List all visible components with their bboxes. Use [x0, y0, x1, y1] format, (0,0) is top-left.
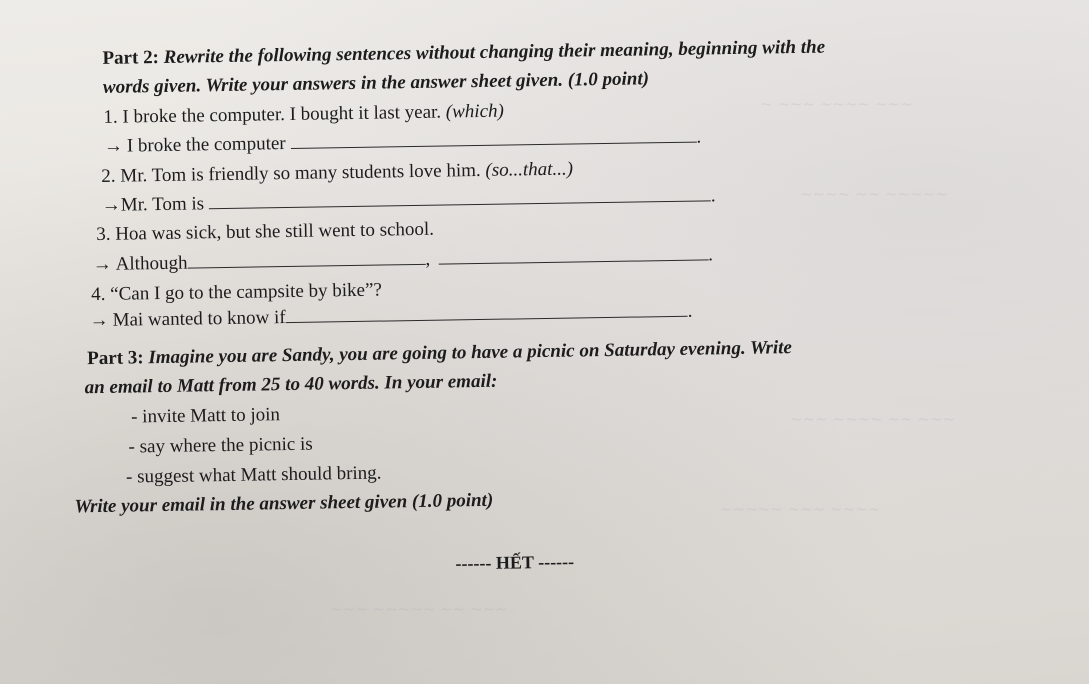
question-4-text: 4. “Can I go to the campsite by bike”? — [91, 279, 383, 306]
arrow-icon: → — [101, 194, 121, 216]
answer-3-start: Although — [115, 252, 188, 275]
answer-4-start: Mai wanted to know if — [112, 307, 286, 331]
bullet-item: - say where the picnic is — [128, 433, 313, 458]
answer-line-3 — [93, 245, 714, 276]
answer-1-blank — [290, 128, 696, 149]
part3-instruction-line2: an email to Matt from 25 to 40 words. In your email: — [84, 370, 498, 399]
question-1-text: 1. I broke the computer. I bought it last year. — [103, 101, 442, 128]
part3-footer-instruction: Write your email in the answer sheet given (1.0 point) — [74, 489, 494, 518]
bleed-through-text: ~~~ ~~~~ ~~ ~~~ — [790, 410, 956, 428]
answer-2-end-mark: . — [710, 185, 716, 207]
question-3 — [96, 220, 434, 246]
part3-instruction: Imagine you are Sandy, you are going to have a picnic on Saturday evening. Write — [148, 337, 793, 369]
part2-heading: Part 2: — [102, 47, 160, 69]
bleed-through-text: ~~~~~ ~~~ ~~~~ — [720, 500, 881, 518]
arrow-icon: → — [92, 253, 112, 276]
answer-1-end-mark: . — [696, 126, 702, 148]
answer-2-start: Mr. Tom is — [120, 193, 205, 216]
bullet-item: - suggest what Matt should bring. — [125, 462, 382, 488]
question-2 — [101, 160, 573, 188]
arrow-icon: → — [89, 309, 109, 332]
answer-4-blank — [286, 302, 688, 323]
answer-3-end-mark: . — [708, 244, 714, 266]
question-1-hint: (which) — [445, 100, 505, 123]
question-2-hint: (so...that...) — [485, 158, 574, 181]
part3-heading: Part 3: — [87, 347, 144, 370]
answer-line-4 — [89, 302, 692, 332]
part2-instruction-line1 — [102, 38, 825, 70]
question-2-text: 2. Mr. Tom is friendly so many students love him. — [101, 159, 481, 187]
question-3-text: 3. Hoa was sick, but she still went to school. — [96, 218, 435, 246]
end-marker: ------ HẾT ------ — [455, 551, 575, 574]
bleed-through-text: ~ ~~~ ~~~~ ~~~ — [760, 95, 913, 113]
question-1 — [103, 102, 504, 129]
answer-line-2 — [102, 186, 716, 217]
answer-3-blank-b — [438, 245, 708, 264]
answer-4-end-mark: . — [687, 300, 693, 322]
part2-instruction-line2: words given. Write your answers in the answer sheet given. (1.0 point) — [102, 68, 650, 98]
part3-instruction-line1 — [87, 338, 792, 370]
answer-3-comma: , — [425, 248, 431, 270]
bleed-through-text: ~~~ ~~~~~ ~~ ~~~ — [330, 600, 508, 618]
question-4 — [91, 281, 382, 306]
bullet-item: - invite Matt to join — [130, 404, 281, 428]
answer-line-1 — [104, 128, 702, 158]
bleed-through-text: ~~~~ ~~ ~~~~~ — [800, 185, 948, 203]
answer-2-blank — [209, 186, 711, 209]
part2-instruction: Rewrite the following sentences without changing their meaning, beginning with the — [163, 36, 826, 68]
arrow-icon: → — [103, 135, 124, 157]
answer-1-start: I broke the computer — [126, 133, 286, 157]
answer-3-blank-a — [187, 250, 425, 269]
